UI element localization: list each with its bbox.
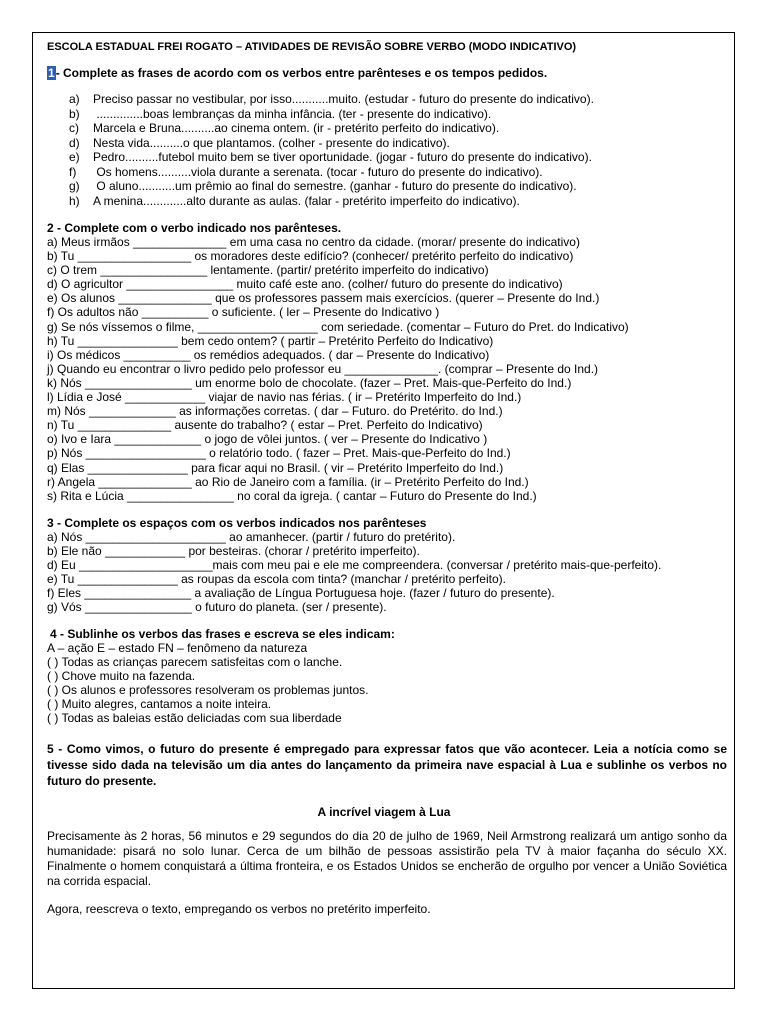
exercise-line: r) Angela ______________ ao Rio de Janeiro com a família. (ir – Pretérito Perfeito do Ind.) <box>47 474 529 489</box>
story-title: A incrível viagem à Lua <box>317 805 451 819</box>
item-text: Pedro..........futebol muito bem se tiver oportunidade. (jogar - futuro do presente do indicativo). <box>93 150 592 164</box>
exercise-line: k) Nós ________________ um enorme bolo de chocolate. (fazer – Pret. Mais-que-Perfeito do Ind.) <box>47 375 572 390</box>
exercise-line: ( ) Chove muito na fazenda. <box>47 669 196 684</box>
question-5-heading: 5 - Como vimos, o futuro do presente é empregado para expressar fatos que vão acontecer. Leia a notícia como se tivesse sido dada na televisão um dia antes do lançamento da primeira nave espacial à Lua e sublinhe os verbos no futuro do presente. <box>47 742 727 788</box>
exercise-line: d) O agricultor ________________ muito café este ano. (colher/ futuro do presente do indicativo) <box>47 277 563 292</box>
question-1-text: - Complete as frases de acordo com os verbos entre parênteses e os tempos pedidos. <box>55 66 548 80</box>
exercise-line: b) Tu _________________ os moradores deste edifício? (conhecer/ pretérito perfeito do indicativo) <box>47 249 574 264</box>
exercise-line: ( ) Os alunos e professores resolveram os problemas juntos. <box>47 683 369 698</box>
item-text: Marcela e Bruna..........ao cinema ontem. (ir - pretérito perfeito do indicativo). <box>93 121 500 135</box>
question-3 <box>47 516 661 615</box>
question-4-body <box>47 641 368 726</box>
item-text: Preciso passar no vestibular, por isso...........muito. (estudar - futuro do presente do indicativo). <box>93 92 594 106</box>
exercise-line: e) Os alunos ______________ que os professores passem mais exercícios. (querer – Presente do Ind.) <box>47 291 600 306</box>
exercise-line: n) Tu ______________ ausente do trabalho? ( estar – Pret. Perfeito do Indicativo) <box>47 418 483 433</box>
exercise-line: ( ) Muito alegres, cantamos a noite inteira. <box>47 697 272 712</box>
exercise-line: b) Ele não ____________ por besteiras. (chorar / pretérito imperfeito). <box>47 544 420 559</box>
rewrite-instruction: Agora, reescreva o texto, empregando os verbos no pretérito imperfeito. <box>47 902 431 916</box>
exercise-line: s) Rita e Lúcia ________________ no coral da igreja. ( cantar – Futuro do Presente do Ind.) <box>47 488 537 503</box>
exercise-line: i) Os médicos __________ os remédios adequados. ( dar – Presente do Indicativo) <box>47 347 490 362</box>
exercise-line: h) Tu _______________ bem cedo ontem? ( partir – Pretérito Perfeito do Indicativo) <box>47 333 494 348</box>
item-text: Nesta vida..........o que plantamos. (colher - presente do indicativo). <box>93 135 450 150</box>
question-4 <box>50 627 395 641</box>
question-1-number[interactable]: 1 <box>48 66 55 80</box>
exercise-line: l) Lídia e José ____________ viajar de navio nas férias. ( ir – Pretérito Imperfeito do Ind.) <box>47 390 522 405</box>
item-text: O aluno...........um prêmio ao final do semestre. (ganhar - futuro do presente do indicativo). <box>93 179 577 193</box>
exercise-line: a) Meus irmãos ______________ em uma casa no centro da cidade. (morar/ presente do indicativo) <box>47 235 580 249</box>
item-letter: h) <box>69 193 80 208</box>
exercise-line: d) Eu ____________________mais com meu pai e ele me compreendera. (conversar / pretérito mais-que-perfeito). <box>47 558 662 573</box>
exercise-line: f) Eles ________________ a avaliação de Língua Portuguesa hoje. (fazer / futuro do presente). <box>47 586 555 601</box>
page-title: ESCOLA ESTADUAL FREI ROGATO – ATIVIDADES DE REVISÃO SOBRE VERBO (MODO INDICATIVO) <box>47 41 577 53</box>
question-3-heading: 3 - Complete os espaços com os verbos indicados nos parênteses <box>47 516 427 530</box>
item-letter: c) <box>69 121 79 135</box>
exercise-line: ( ) Todas as baleias estão deliciadas com sua liberdade <box>47 711 342 726</box>
exercise-line: p) Nós __________________ o relatório todo. ( fazer – Pret. Mais-que-Perfeito do Ind.) <box>47 446 511 461</box>
story-text: Precisamente às 2 horas, 56 minutos e 29 segundos do dia 20 de julho de 1969, Neil Armstrong realizará um antigo sonho da humanidade: pisará no solo lunar. Cerca de um bilhão de pessoas assistirão pela TV à maior façanha do século XX. Finalmente o homem conquistará a última fronteira, e os Estados Unidos se encherão de orgulho por vencer a União Soviética na corrida espacial. <box>47 829 727 888</box>
item-text: A menina.............alto durante as aulas. (falar - pretérito imperfeito do indicativo). <box>93 193 520 208</box>
item-letter: d) <box>69 135 80 150</box>
exercise-line: a) Nós _____________________ ao amanhecer. (partir / futuro do pretérito). <box>47 530 456 544</box>
exercise-line: j) Quando eu encontrar o livro pedido pelo professor eu ______________. (comprar – Presente do Ind.) <box>47 361 599 376</box>
exercise-line: e) Tu _______________ as roupas da escola com tinta? (manchar / pretérito perfeito). <box>47 572 506 587</box>
item-letter: a) <box>69 92 80 106</box>
item-text: Os homens..........viola durante a serenata. (tocar - futuro do presente do indicativo). <box>93 164 543 179</box>
exercise-line: q) Elas _______________ para ficar aqui no Brasil. ( vir – Pretérito Imperfeito do Ind.) <box>47 460 504 475</box>
question-4-heading: 4 - Sublinhe os verbos das frases e escreva se eles indicam: <box>50 627 395 641</box>
question-2-heading: 2 - Complete com o verbo indicado nos parênteses. <box>47 221 342 235</box>
item-letter: e) <box>69 150 80 164</box>
item-letter: b) <box>69 106 80 121</box>
exercise-line: g) Vós ________________ o futuro do planeta. (ser / presente). <box>47 600 387 615</box>
exercise-line: o) Ivo e Iara _____________ o jogo de vôlei juntos. ( ver – Presente do Indicativo ) <box>47 432 488 447</box>
question-2 <box>47 221 629 503</box>
exercise-line: ( ) Todas as crianças parecem satisfeitas com o lanche. <box>47 655 343 670</box>
item-letter: g) <box>69 179 80 193</box>
exercise-line: c) O trem ________________ lentamente. (partir/ pretérito imperfeito do indicativo) <box>47 263 489 278</box>
question-1-heading <box>47 66 547 80</box>
item-text: ..............boas lembranças da minha infância. (ter - presente do indicativo). <box>93 106 492 121</box>
exercise-line: g) Se nós víssemos o filme, __________________ com seriedade. (comentar – Futuro do Pret. do Indicativo) <box>47 319 629 334</box>
item-letter: f) <box>69 164 77 179</box>
exercise-line: m) Nós _____________ as informações corretas. ( dar – Futuro. do Pretérito. do Ind.) <box>47 404 503 419</box>
exercise-line: f) Os adultos não __________ o suficiente. ( ler – Presente do Indicativo ) <box>47 305 440 320</box>
question-4-legend: A – ação E – estado FN – fenômeno da natureza <box>47 641 308 655</box>
